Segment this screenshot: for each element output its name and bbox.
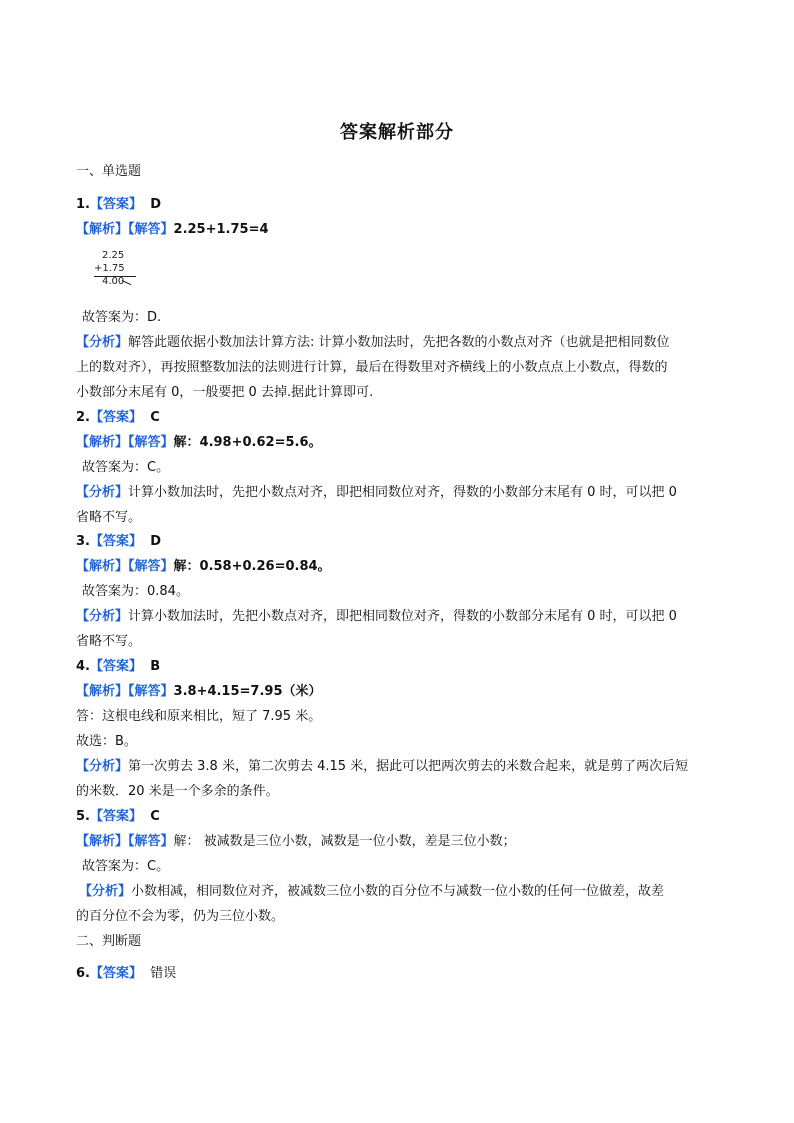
q3-jieda-line (76, 558, 726, 575)
q1-fenxi-line-3: 小数部分末尾有 0，一般要把 0 去掉.据此计算即可. (76, 385, 374, 400)
calc-row-3: 4.00 (102, 276, 125, 287)
q5-jieda-tag: 【解答】 (128, 834, 174, 849)
q4-da: 答：这根电线和原来相比，短了 7.95 米。 (76, 709, 322, 724)
q4-jieda: 3.8+4.15=7.95（米） (173, 684, 322, 699)
q4-result: 故选：B。 (76, 734, 137, 749)
q1-number: 1. (76, 197, 90, 212)
q5-fenxi-text-1: 小数相减，相同数位对齐，被减数三位小数的百分位不与减数一位小数的任何一位做差，故差 (131, 884, 665, 899)
q3-jieda-tag: 【解答】 (128, 559, 174, 574)
q3-number: 3. (76, 534, 90, 549)
q2-jieda: 解：4.98+0.62=5.6。 (173, 435, 322, 450)
q2-jieda-tag: 【解答】 (128, 435, 174, 450)
calc-row-2: +1.75 (94, 263, 125, 274)
q3-fenxi-line-1 (76, 608, 726, 625)
q4-jieda-line (76, 683, 726, 700)
q6-answer-line (76, 965, 726, 982)
q6-answer-tag: 【答案】 (89, 966, 142, 981)
q1-result: 故答案为：D. (82, 310, 162, 325)
q3-answer-tag: 【答案】 (89, 534, 142, 549)
q4-fenxi-tag: 【分析】 (76, 759, 129, 774)
q2-fenxi-text-1: 计算小数加法时，先把小数点对齐，即把相同数位对齐，得数的小数部分末尾有 0 时，可以把 0 (128, 485, 677, 500)
q5-fenxi-line-2: 的百分位不会为零，仍为三位小数。 (76, 909, 285, 924)
q1-vertical-calculation (92, 250, 152, 290)
q3-fenxi-tag: 【分析】 (76, 609, 129, 624)
q2-result: 故答案为：C。 (82, 460, 170, 475)
q5-result: 故答案为：C。 (82, 859, 170, 874)
q3-fenxi-text-1: 计算小数加法时，先把小数点对齐，即把相同数位对齐，得数的小数部分末尾有 0 时，可以把 0 (128, 609, 677, 624)
q2-fenxi-tag: 【分析】 (76, 485, 129, 500)
q1-fenxi-tag: 【分析】 (76, 335, 129, 350)
q3-jieda: 解：0.58+0.26=0.84。 (173, 559, 331, 574)
q5-number: 5. (76, 809, 90, 824)
q4-number: 4. (76, 659, 90, 674)
q2-answer-tag: 【答案】 (89, 410, 142, 425)
q1-answer: D (150, 197, 162, 212)
q5-answer-tag: 【答案】 (89, 809, 142, 824)
q4-answer-tag: 【答案】 (89, 659, 142, 674)
q1-jieda: 2.25+1.75=4 (173, 222, 269, 237)
q2-fenxi-line-1 (76, 484, 726, 501)
q1-answer-tag: 【答案】 (89, 197, 142, 212)
q1-jiexi-tag: 【解析】 (76, 222, 129, 237)
q5-answer-line (76, 808, 726, 825)
q2-jiexi-tag: 【解析】 (76, 435, 129, 450)
q1-fenxi-text-1: 解答此题依据小数加法计算方法: 计算小数加法时，先把各数的小数点对齐（也就是把相同数位 (128, 335, 670, 350)
q1-fenxi-line-1 (76, 334, 726, 351)
q5-jieda: 解： 被减数是三位小数，减数是一位小数，差是三位小数； (173, 834, 516, 849)
q4-answer: B (150, 659, 161, 674)
section-heading-single-choice: 一、单选题 (76, 164, 142, 179)
q1-jieda-tag: 【解答】 (128, 222, 174, 237)
section-heading-true-false: 二、判断题 (76, 934, 142, 949)
q3-fenxi-line-2: 省略不写。 (76, 634, 142, 649)
q4-jiexi-tag: 【解析】 (76, 684, 129, 699)
q6-number: 6. (76, 966, 90, 981)
q2-number: 2. (76, 410, 90, 425)
q4-jieda-tag: 【解答】 (128, 684, 174, 699)
q5-answer: C (150, 809, 160, 824)
q2-answer: C (150, 410, 160, 425)
q5-jieda-line (76, 833, 726, 850)
q5-fenxi-line-1 (79, 883, 729, 900)
q6-answer: 错误 (150, 966, 177, 981)
q3-answer: D (150, 534, 162, 549)
q5-jiexi-tag: 【解析】 (76, 834, 129, 849)
q4-fenxi-line-2: 的米数．20 米是一个多余的条件。 (76, 784, 279, 799)
q3-answer-line (76, 533, 726, 550)
q5-fenxi-tag: 【分析】 (79, 884, 132, 899)
q4-answer-line (76, 658, 726, 675)
q1-fenxi-line-2: 上的数对齐），再按照整数加法的法则进行计算，最后在得数里对齐横线上的小数点点上小数点，得数的 (76, 360, 668, 375)
q4-fenxi-text-1: 第一次剪去 3.8 米，第二次剪去 4.15 米，据此可以把两次剪去的米数合起来，就是剪了两次后短 (128, 759, 689, 774)
q2-jieda-line (76, 434, 726, 451)
q1-answer-line (76, 196, 726, 213)
calc-row-1: 2.25 (102, 250, 125, 261)
q3-jiexi-tag: 【解析】 (76, 559, 129, 574)
q2-answer-line (76, 409, 726, 426)
q1-jieda-line (76, 221, 726, 238)
q3-result: 故答案为：0.84。 (82, 584, 189, 599)
page-title: 答案解析部分 (340, 122, 454, 143)
q4-fenxi-line-1 (76, 758, 726, 775)
q2-fenxi-line-2: 省略不写。 (76, 510, 142, 525)
